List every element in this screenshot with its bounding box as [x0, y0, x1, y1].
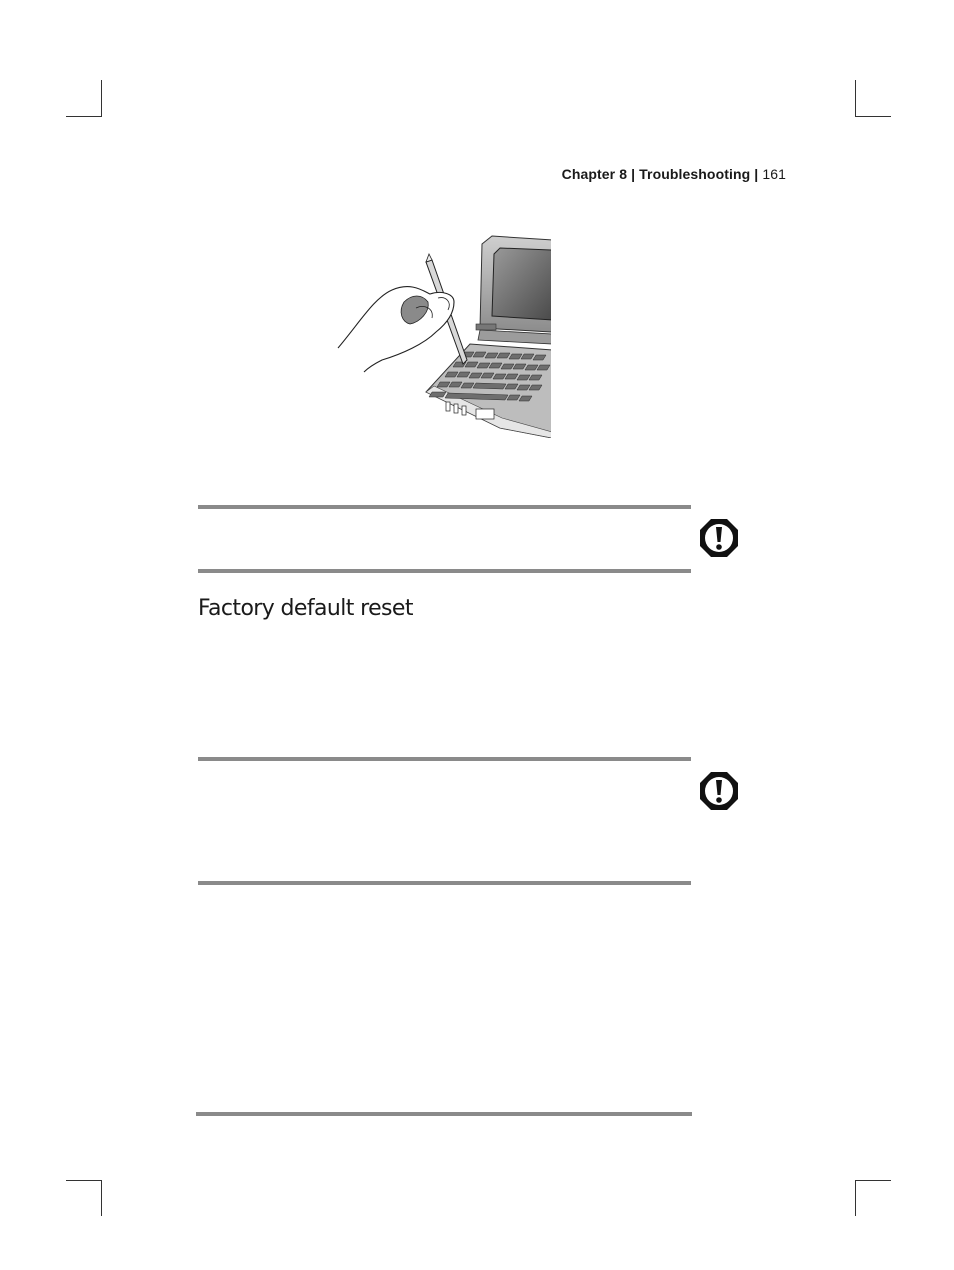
crop-mark: [855, 80, 856, 116]
running-head: [562, 166, 786, 182]
page-number: 161: [762, 166, 786, 182]
closing-rule: [196, 1112, 692, 1116]
crop-mark: [66, 116, 102, 117]
separator: |: [631, 166, 636, 182]
caution-rule-bottom: [198, 881, 691, 885]
crop-mark: [855, 1180, 856, 1216]
chapter-label: Chapter 8: [561, 166, 628, 182]
stylus-reset-illustration: [330, 232, 552, 438]
exclamation-icon: [699, 771, 739, 811]
crop-mark: [101, 80, 102, 116]
exclamation-icon: [699, 518, 739, 558]
crop-mark: [855, 1180, 891, 1181]
chapter-title: Troubleshooting: [639, 166, 751, 182]
crop-mark: [101, 1180, 102, 1216]
caution-rule-bottom: [198, 569, 691, 573]
crop-mark: [855, 116, 891, 117]
caution-rule-top: [198, 505, 691, 509]
section-heading: Factory default reset: [198, 596, 413, 621]
separator: |: [754, 166, 759, 182]
crop-mark: [66, 1180, 102, 1181]
caution-rule-top: [198, 757, 691, 761]
